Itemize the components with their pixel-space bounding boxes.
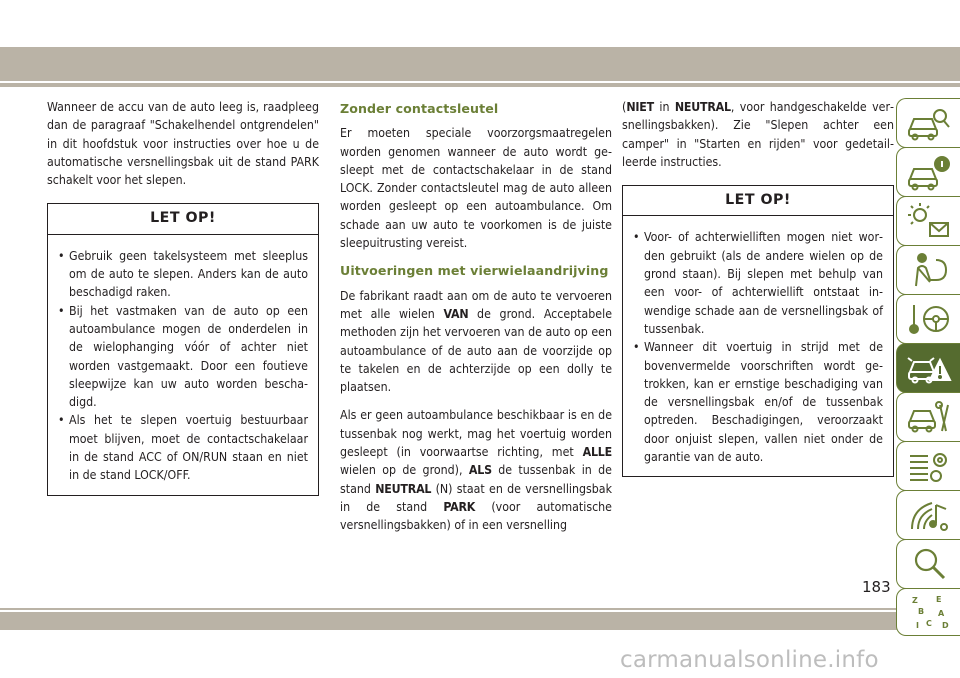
text-run: ( bbox=[622, 100, 627, 114]
warning-title: LET OP! bbox=[48, 204, 318, 234]
sun-warning-message-icon bbox=[906, 201, 952, 241]
tab-sun-warning[interactable] bbox=[896, 196, 960, 246]
tab-multimedia[interactable] bbox=[896, 490, 960, 540]
warning-bullet: • Als het te slepen voertuig bestuurbaar moet blijven, moet de contactschakelaar in de stand ACC of ON/RUN staan en niet in de stand LOCK/OFF. bbox=[58, 411, 308, 484]
tab-alphabet-index[interactable] bbox=[896, 588, 960, 636]
tab-maintenance[interactable] bbox=[896, 441, 960, 491]
text-run: Als er geen autoambulance beschikbaar is en de tussenbak nog werkt, mag het voertuig worden gesleept (in voorwaartse richting, met bbox=[340, 408, 612, 460]
svg-text:I: I bbox=[915, 621, 919, 630]
column-right bbox=[622, 98, 894, 477]
column-middle bbox=[340, 100, 612, 535]
section-heading-no-key: Zonder contactsleutel bbox=[340, 101, 499, 116]
text-run: (N) staat en de versnellingsbak in de stand bbox=[340, 481, 612, 514]
text-run: , voor handgeschakelde versnellingsbakken). Zie "Slepen achter een camper" in "Starten en rijden" voor gedetailleerde instructies. bbox=[622, 100, 894, 169]
bold-term: ALLE bbox=[582, 445, 612, 460]
car-info-icon bbox=[906, 152, 952, 192]
bold-term: ALS bbox=[468, 463, 492, 478]
tab-index-search[interactable] bbox=[896, 539, 960, 589]
tab-driving[interactable] bbox=[896, 294, 960, 344]
warning-box-right bbox=[622, 185, 894, 477]
page-number: 183 bbox=[862, 578, 891, 596]
language-index-icon bbox=[906, 592, 952, 632]
top-header-rule bbox=[0, 83, 960, 87]
svg-text:E: E bbox=[935, 595, 941, 604]
bold-term: NIET bbox=[626, 100, 655, 114]
text-run: De fabrikant raadt aan om de auto te vervoeren met alle wielen bbox=[340, 288, 612, 321]
svg-text:B: B bbox=[917, 607, 924, 616]
warning-box-left bbox=[47, 203, 319, 495]
text-run: de tussenbak in de stand bbox=[340, 463, 612, 496]
paragraph-4wd-transport bbox=[340, 287, 612, 397]
paragraph-no-key: Er moeten speciale voorzorgsmaatregelen worden genomen wanneer de auto wordt gesleept met de contactschakelaar in de stand LOCK. Zonder contactsleutel mag de auto alleen worden gesleept op een autoambulance. Om schade aan uw auto te voorkomen is de juiste sleepuitrusting vereist. bbox=[340, 126, 612, 251]
svg-text:D: D bbox=[941, 621, 949, 630]
text-run: (voor automatische versnellingsbakken) of in een versnelling bbox=[340, 499, 612, 533]
svg-text:C: C bbox=[925, 619, 932, 628]
bold-term: NEUTRAL bbox=[375, 481, 432, 496]
column-left bbox=[47, 98, 319, 496]
multimedia-icon bbox=[906, 495, 952, 535]
warning-body bbox=[48, 235, 318, 495]
watermark-text: carmanualsonline.info bbox=[620, 647, 879, 673]
bottom-footer-band bbox=[0, 612, 960, 630]
index-search-icon bbox=[906, 544, 952, 584]
seatbelt-airbag-icon bbox=[906, 250, 952, 290]
bold-term: VAN bbox=[443, 306, 469, 321]
tab-car-search[interactable] bbox=[896, 98, 960, 148]
svg-text:Z: Z bbox=[911, 596, 918, 605]
chapter-tab-sidebar bbox=[896, 98, 960, 630]
tab-car-info[interactable] bbox=[896, 147, 960, 197]
warning-bullet: • Gebruik geen takelsysteem met sleeplus om de auto te slepen. Anders kan de auto beschadigd raken. bbox=[58, 247, 308, 302]
text-run: de grond. Acceptabele methoden zijn het vervoeren van de auto op een autoambulance of de auto aan de voorzijde op te takelen en de achterzijde op een dolly te plaatsen. bbox=[340, 306, 612, 395]
tab-seatbelt-airbag[interactable] bbox=[896, 245, 960, 295]
warning-title: LET OP! bbox=[623, 186, 893, 216]
car-emergency-warning-icon bbox=[906, 348, 952, 388]
warning-bullet: • Wanneer dit voertuig in strijd met de bovenvermelde voorschriften wordt getrokken, kan er ernstige beschadiging van de versnellingsbak en/of de tussenbak optreden. Beschadigingen, veroorzaakt door onjuist slepen, vallen niet onder de garantie van de auto. bbox=[633, 338, 883, 466]
warning-bullet: • Bij het vastmaken van de auto op een autoambulance mogen de onderdelen in de wielophanging vóór of achter niet worden vastgemaakt. Door een foutieve sleepwijze kan uw auto worden beschadigd. bbox=[58, 302, 308, 412]
continued-paragraph bbox=[622, 98, 894, 171]
car-service-tools-icon bbox=[906, 397, 952, 437]
tab-emergency[interactable] bbox=[896, 343, 960, 393]
bold-term: NEUTRAL bbox=[674, 100, 731, 114]
bold-term: PARK bbox=[443, 499, 476, 514]
top-header-band bbox=[0, 47, 960, 81]
car-search-icon bbox=[906, 103, 952, 143]
text-run: wielen op de grond), bbox=[340, 463, 469, 478]
svg-text:A: A bbox=[937, 609, 944, 618]
paragraph-4wd-towing bbox=[340, 406, 612, 534]
warning-bullet: • Voor- of achterwielliften mogen niet worden gebruikt (als de andere wielen op de grond staan). Bij slepen met behulp van een voor- of achterwiellift ontstaat inwendige schade aan de versnellingsbak of tussenbak. bbox=[633, 228, 883, 338]
text-run: in bbox=[654, 100, 675, 114]
tab-service[interactable] bbox=[896, 392, 960, 442]
section-heading-4wd: Uitvoeringen met vierwielaandrijving bbox=[340, 263, 609, 279]
driving-steering-icon bbox=[906, 299, 952, 339]
bottom-rule bbox=[0, 608, 960, 610]
maintenance-specs-icon bbox=[906, 446, 952, 486]
intro-paragraph: Wanneer de accu van de auto leeg is, raadpleeg dan de paragraaf "Schakelhendel ontgrendelen" in dit hoofdstuk voor instructies over hoe u de automatische versnellingsbak uit de stand PARK schakelt voor het slepen. bbox=[47, 100, 319, 188]
warning-body bbox=[623, 216, 893, 476]
